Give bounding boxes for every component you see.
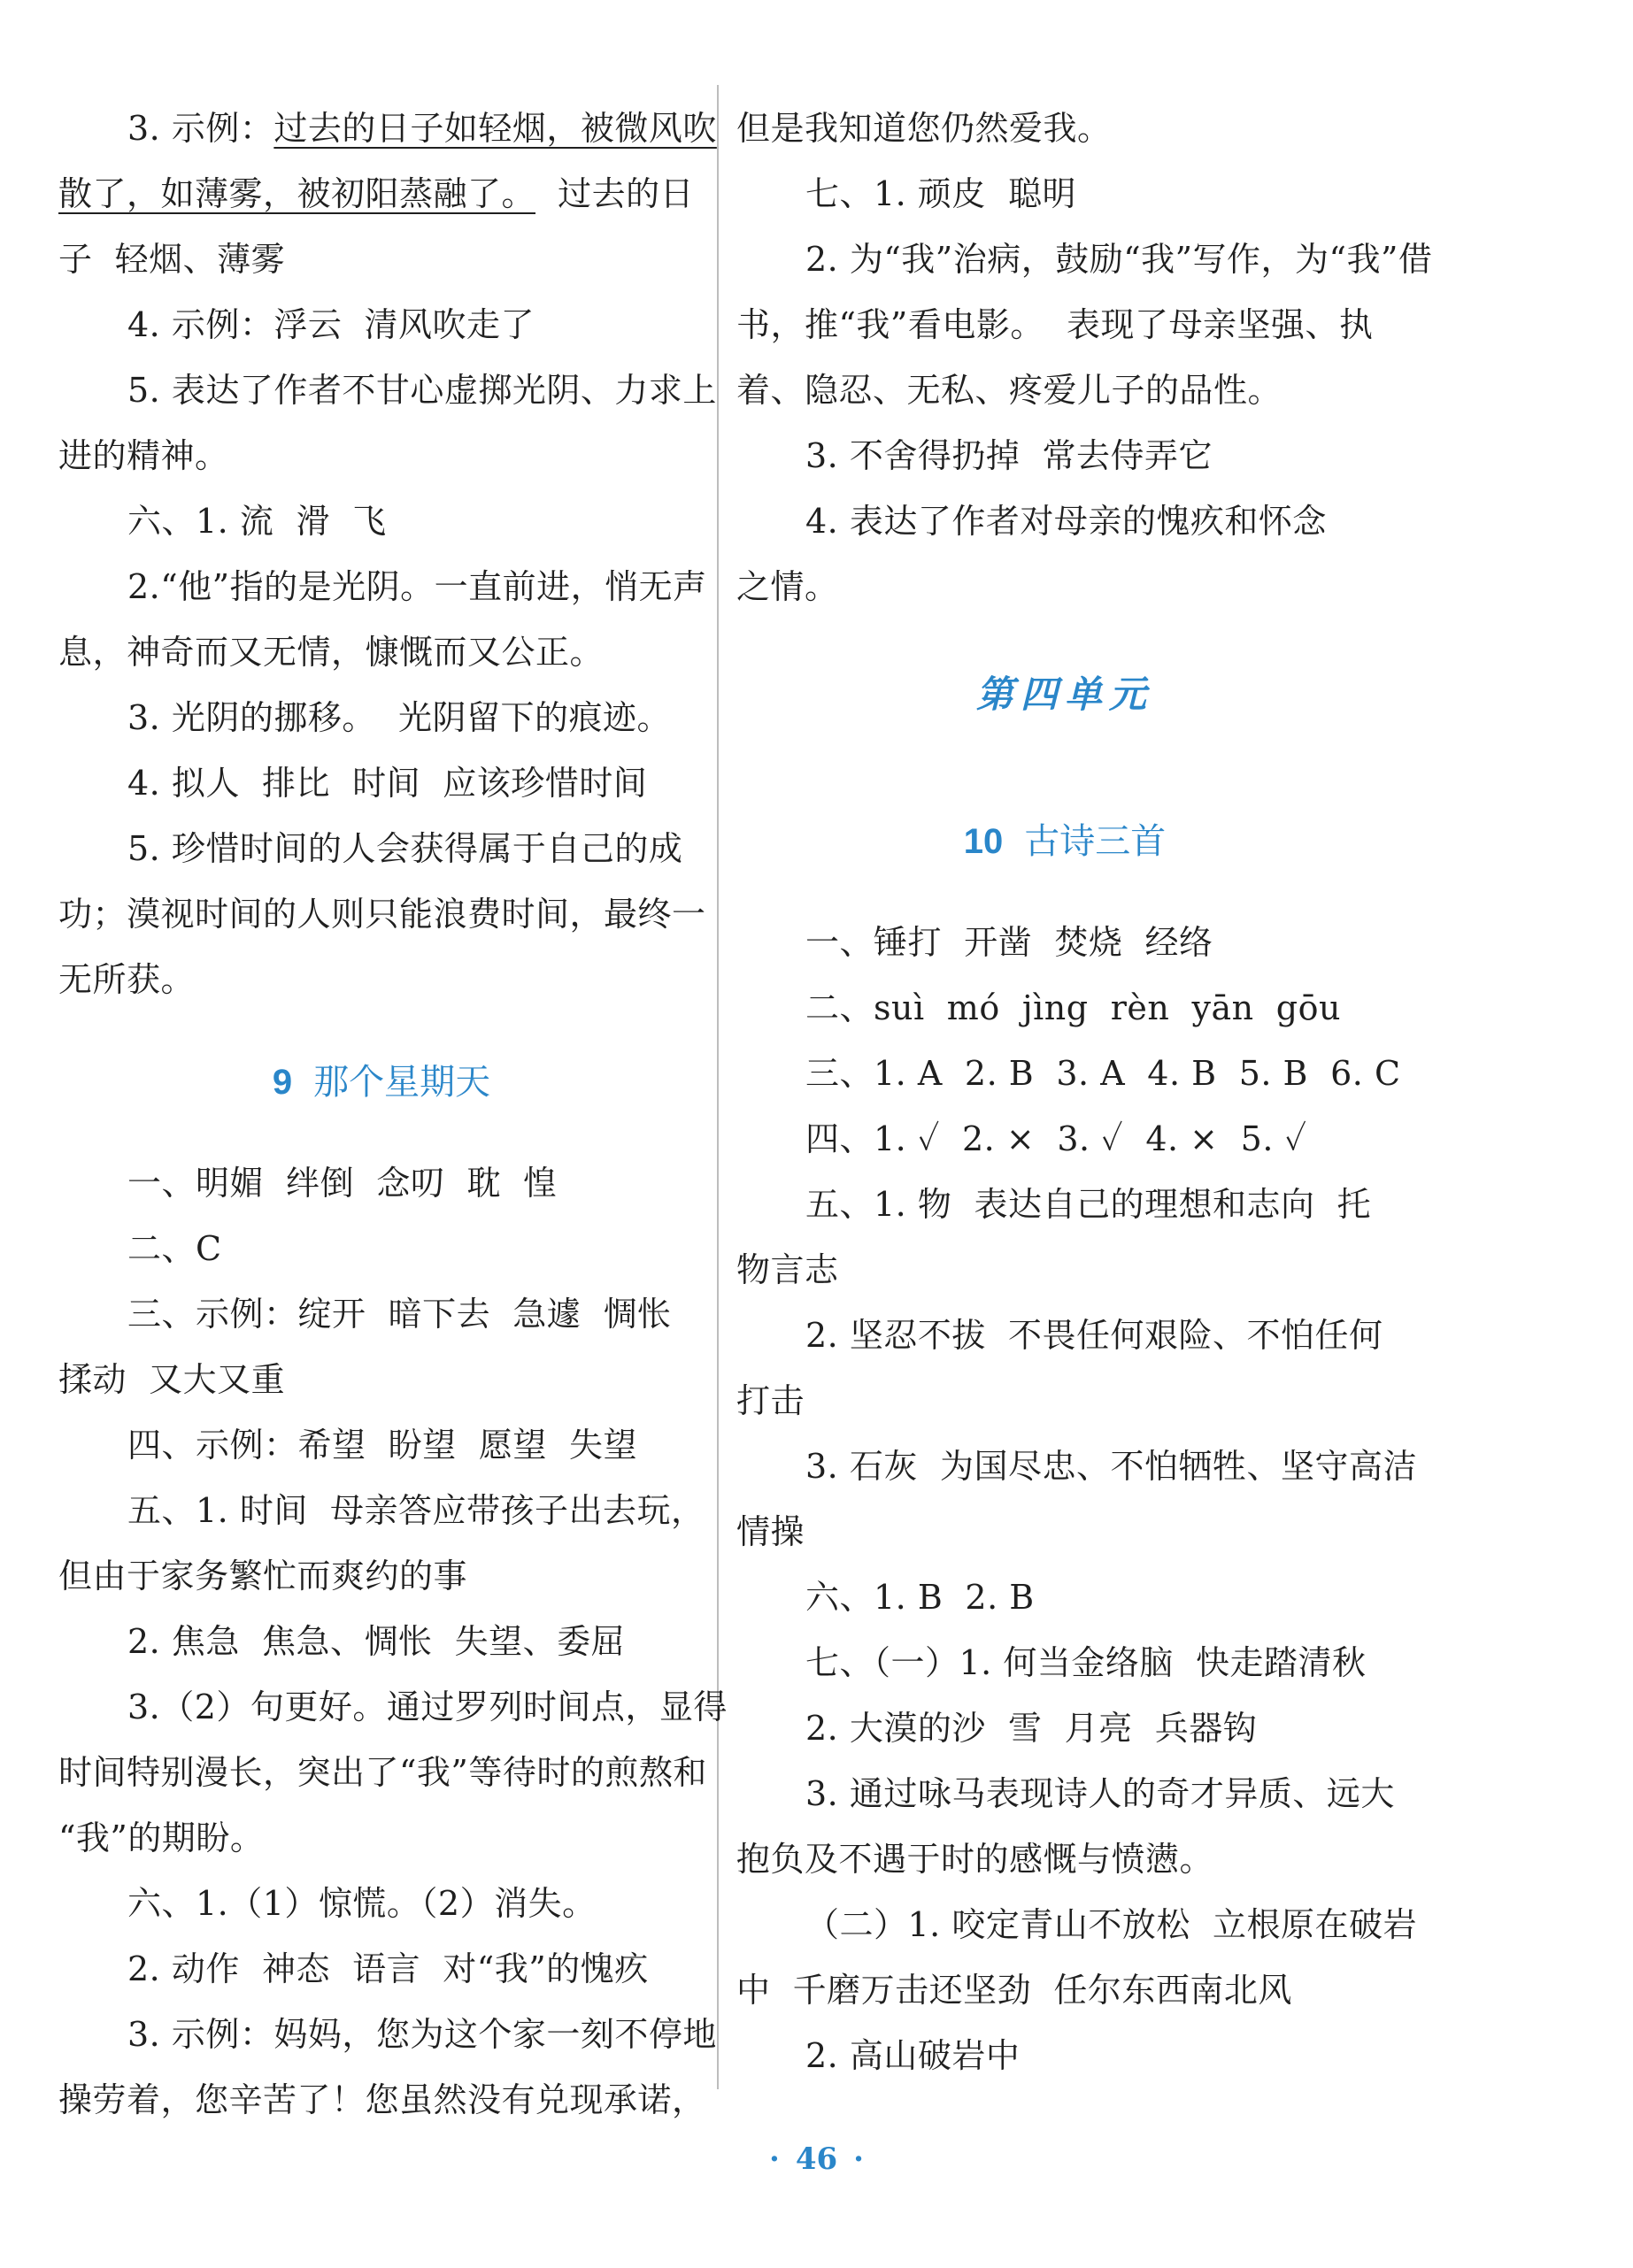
answer-line: 2. 为“我”治病，鼓励“我”写作，为“我”借 (805, 240, 1433, 279)
answer-line: 一、锤打 开凿 焚烧 经络 (805, 923, 1213, 962)
answer-line: “我”的期盼。 (58, 1818, 265, 1857)
answer-line: 时间特别漫长，突出了“我”等待时的煎熬和 (58, 1753, 707, 1792)
answer-line: 4. 表达了作者对母亲的愧疚和怀念 (805, 502, 1327, 541)
answer-line: 4. 示例：浮云 清风吹走了 (127, 305, 535, 344)
lesson-number: 9 (272, 1063, 293, 1102)
lesson-heading (58, 1049, 705, 1115)
page-number (0, 2141, 1633, 2177)
page-number-dot: · (768, 2141, 780, 2177)
answer-line: 2. 焦急 焦急、惆怅 失望、委屈 (127, 1622, 626, 1661)
answer-line: 六、1. B 2. B (805, 1578, 1035, 1617)
answer-line: 五、1. 时间 母亲答应带孩子出去玩， (127, 1491, 705, 1530)
answer-line: 书，推“我”看电影。 表现了母亲坚强、执 (736, 305, 1374, 344)
lesson-number: 10 (963, 822, 1004, 861)
answer-line: 3. 光阴的挪移。 光阴留下的痕迹。 (127, 698, 671, 737)
answer-line: 息，神奇而又无情，慷慨而又公正。 (58, 633, 605, 672)
answer-line: 五、1. 物 表达自己的理想和志向 托 (805, 1185, 1372, 1224)
answer-line: 无所获。 (58, 960, 196, 999)
answer-line: 但是我知道您仍然爱我。 (736, 109, 1112, 148)
answer-line: 5. 珍惜时间的人会获得属于自己的成 (127, 829, 683, 868)
answer-line: 4. 拟人 排比 时间 应该珍惜时间 (127, 764, 648, 803)
answer-line: 2. 大漠的沙 雪 月亮 兵器钩 (805, 1709, 1258, 1748)
unit-title: 第四单元 (975, 673, 1153, 716)
answer-line: 二、suì mó jìng rèn yān gōu (805, 988, 1341, 1027)
underlined-text: 散了，如薄雾，被初阳蒸融了。 (58, 174, 536, 213)
answer-line: 三、示例：绽开 暗下去 急遽 惆怅 (127, 1295, 672, 1334)
answer-line: 四、1. ✓ 2. × 3. ✓ 4. × 5. ✓ (805, 1119, 1307, 1158)
answer-line: 之情。 (736, 567, 839, 606)
answer-line: 但由于家务繁忙而爽约的事 (58, 1557, 468, 1595)
answer-line: 5. 表达了作者不甘心虚掷光阴、力求上 (127, 371, 717, 410)
answer-line: 2.“他”指的是光阴。一直前进，悄无声 (127, 567, 707, 606)
underlined-text: 过去的日子如轻烟，被微风吹 (273, 109, 717, 148)
answer-line: 二、C (127, 1229, 222, 1268)
answer-line: 打击 (736, 1381, 805, 1420)
answer-line: 3. 示例：过去的日子如轻烟，被微风吹 (127, 109, 717, 148)
answer-line: 2. 动作 神态 语言 对“我”的愧疚 (127, 1949, 649, 1988)
answer-line: 2. 高山破岩中 (805, 2036, 1021, 2075)
lesson-title: 古诗三首 (1024, 822, 1167, 861)
answer-line: 3. 示例：妈妈，您为这个家一刻不停地 (127, 2015, 717, 2054)
answer-line: 中 千磨万击还坚劲 任尔东西南北风 (736, 1971, 1292, 2010)
lesson-heading (736, 809, 1393, 874)
answer-line: 抱负及不遇于时的感慨与愤懑。 (736, 1840, 1214, 1879)
answer-line: （二）1. 咬定青山不放松 立根原在破岩 (805, 1905, 1417, 1944)
page-number-dot: · (853, 2141, 864, 2177)
answer-line: 散了，如薄雾，被初阳蒸融了。 过去的日 (58, 174, 695, 213)
answer-line: 四、示例：希望 盼望 愿望 失望 (127, 1426, 637, 1465)
answer-line: 进的精神。 (58, 436, 229, 475)
answer-line: 3. 石灰 为国尽忠、不怕牺牲、坚守高洁 (805, 1447, 1417, 1486)
column-divider (717, 85, 719, 2089)
answer-line: 3. 通过咏马表现诗人的奇才异质、远大 (805, 1774, 1395, 1813)
answer-line: 2. 坚忍不拔 不畏任何艰险、不怕任何 (805, 1316, 1383, 1355)
answer-line: 七、1. 顽皮 聪明 (805, 174, 1076, 213)
answer-line: 功；漠视时间的人则只能浪费时间，最终一 (58, 895, 706, 934)
answer-line: 着、隐忍、无私、疼爱儿子的品性。 (736, 371, 1283, 410)
answer-line: 一、明媚 绊倒 念叨 耽 惶 (127, 1164, 558, 1203)
answer-line: 六、1.（1）惊慌。（2）消失。 (127, 1884, 597, 1923)
answer-line: 六、1. 流 滑 飞 (127, 502, 387, 541)
answer-line: 子 轻烟、薄雾 (58, 240, 286, 279)
lesson-title: 那个星期天 (313, 1063, 491, 1102)
answer-line: 物言志 (736, 1250, 839, 1289)
answer-line: 操劳着，您辛苦了！您虽然没有兑现承诺， (58, 2080, 706, 2119)
answer-line: 七、（一）1. 何当金络脑 快走踏清秋 (805, 1643, 1367, 1682)
answer-line: 3.（2）句更好。通过罗列时间点，显得 (127, 1688, 728, 1726)
answer-line: 揉动 又大又重 (58, 1360, 286, 1399)
answer-line: 3. 不舍得扔掉 常去侍弄它 (805, 436, 1213, 475)
answer-line: 情操 (736, 1512, 805, 1551)
answer-line: 三、1. A 2. B 3. A 4. B 5. B 6. C (805, 1054, 1401, 1093)
page-number-value: 46 (795, 2141, 838, 2177)
